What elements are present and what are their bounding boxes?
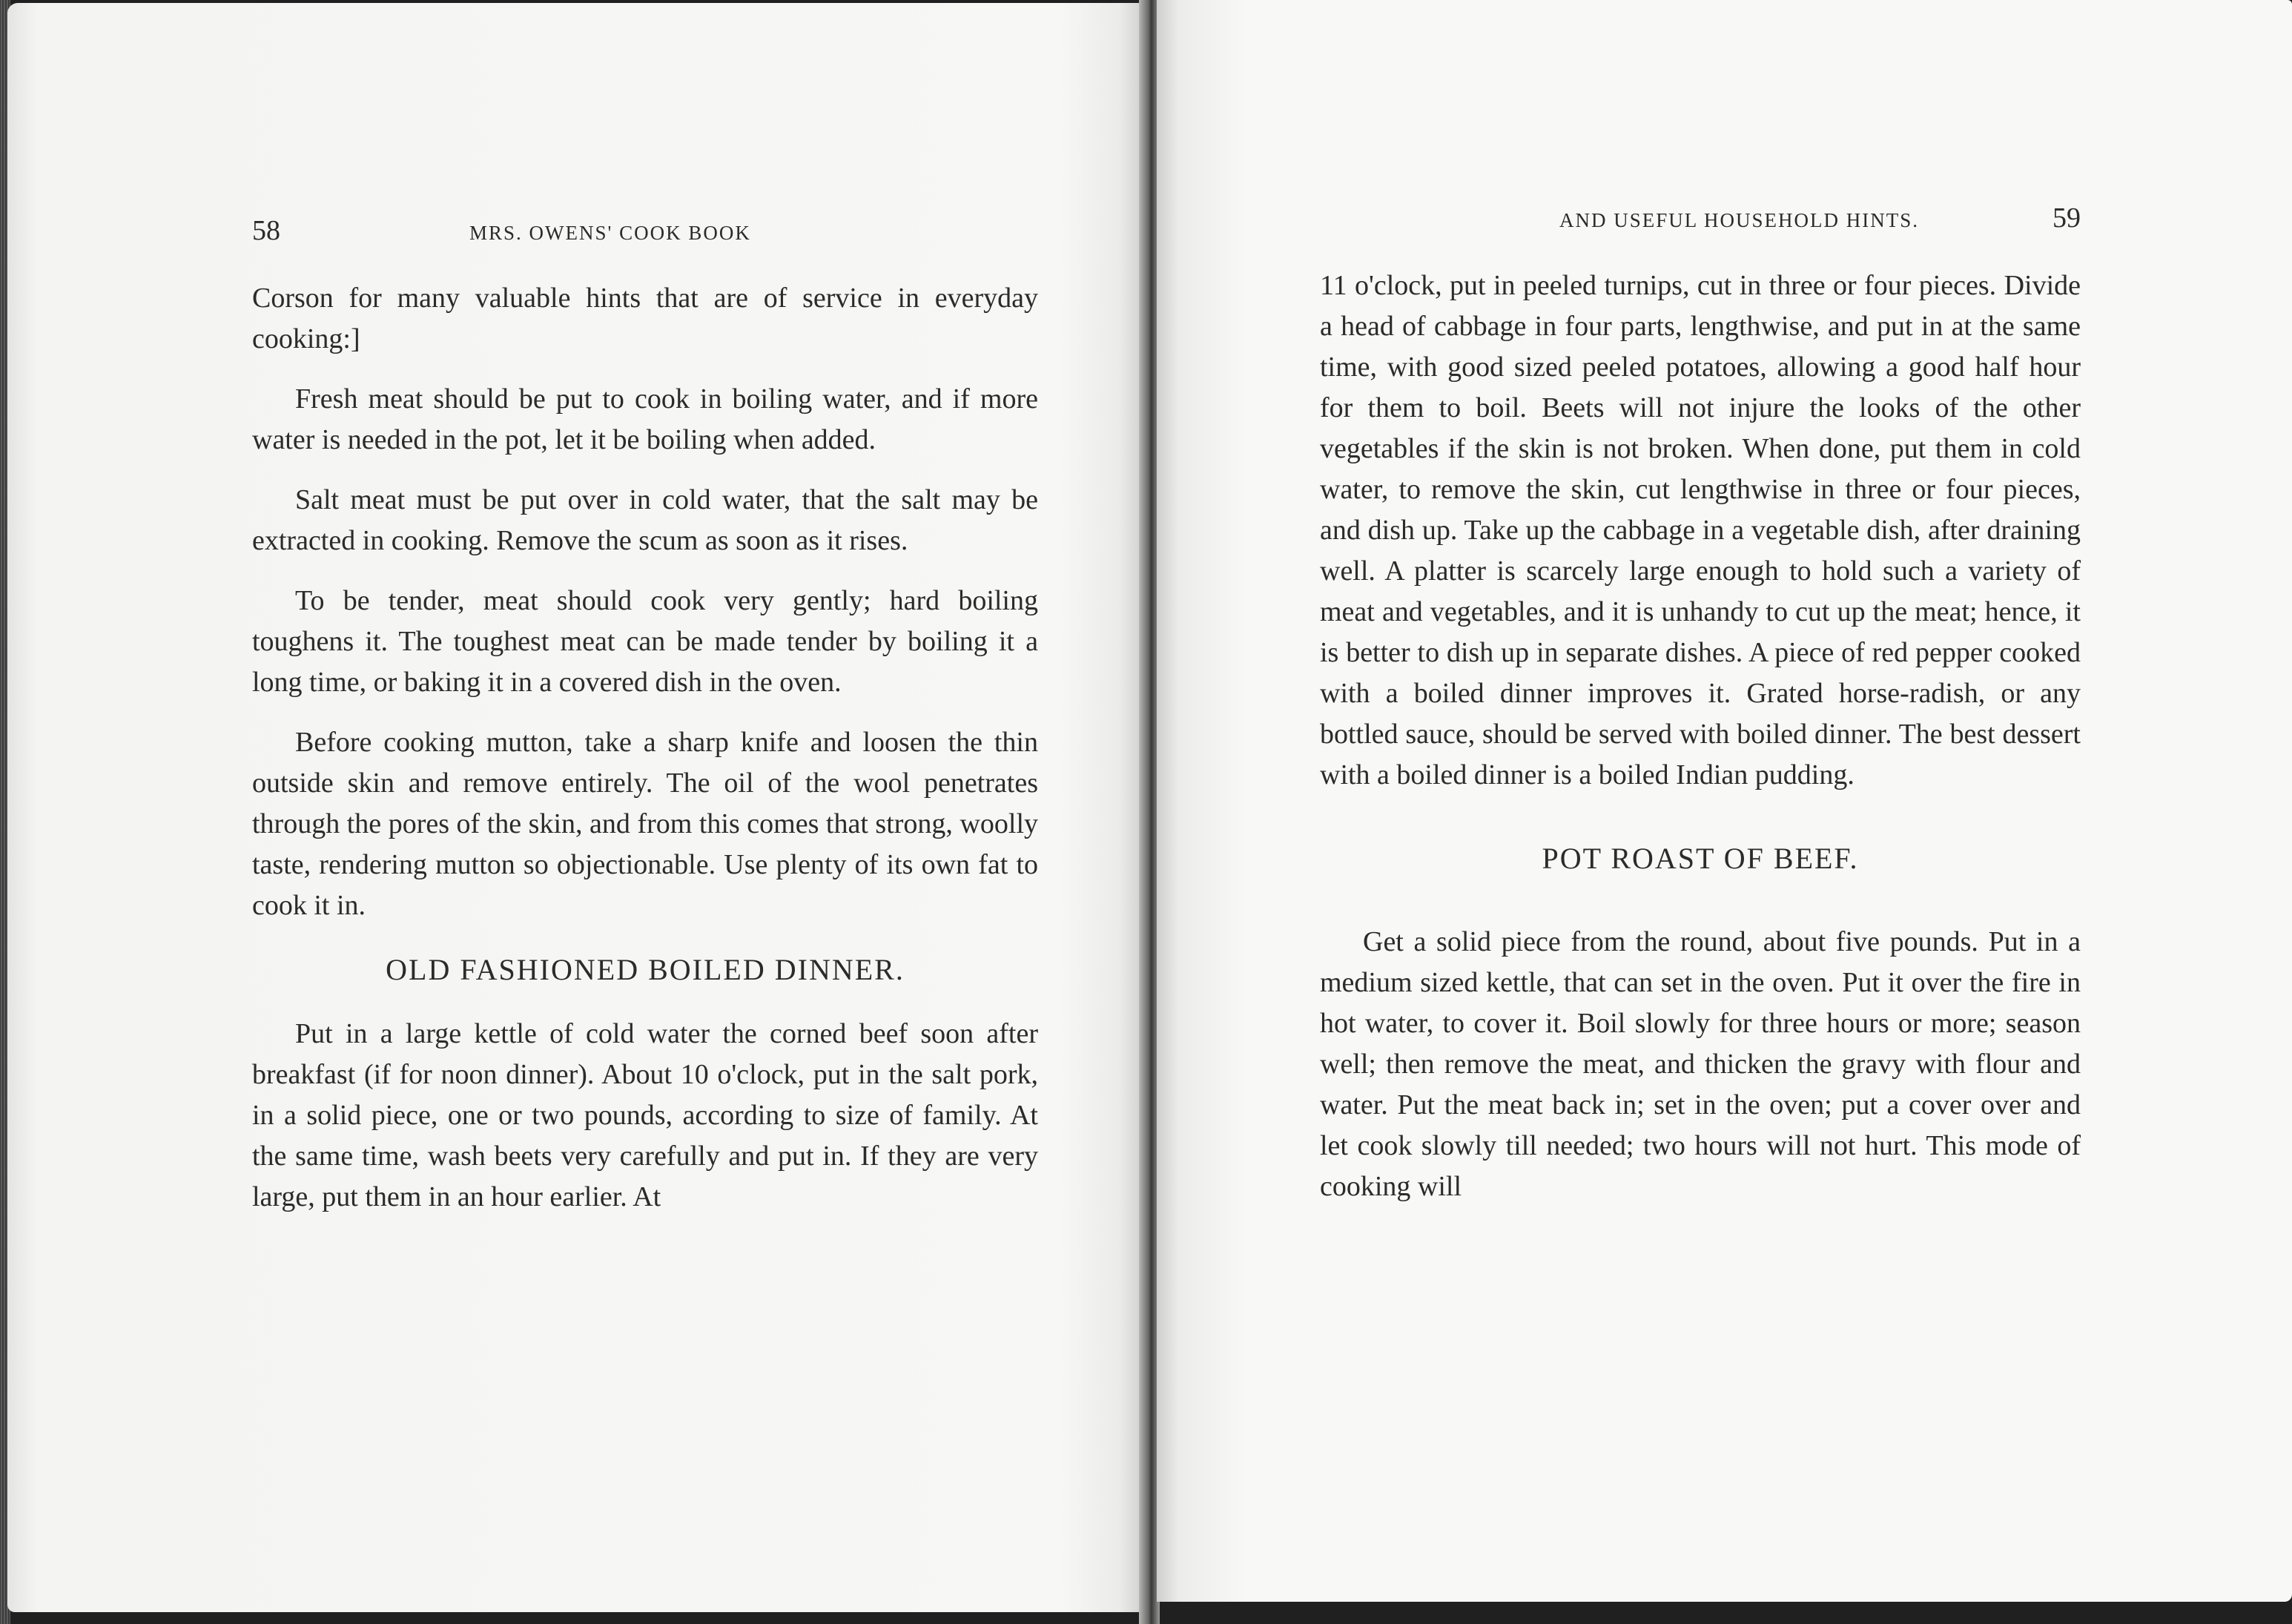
paragraph: 11 o'clock, put in peeled turnips, cut in three or four pieces. Divide a head of cabbage in four parts, lengthwise, and put in at the same time, with good sized peeled potatoes, allowing a good half hour for them to boil. Beets will not injure the looks of the other vegetables if the skin is not broken. When done, put them in cold water, to remove the skin, cut lengthwise in three or four pieces, and dish up. Take up the cabbage in a vegetable dish, after draining well. A platter is scarcely large enough to hold such a variety of meat and vegetables, and it is unhandy to cut up the meat; hence, it is better to dish up in separate dishes. A piece of red pepper cooked with a boiled dinner improves it. Grated horse-radish, or any bottled sauce, should be served with boiled dinner. The best dessert with a boiled dinner is a boiled Indian pudding. [1320, 270, 2081, 790]
paragraph: Fresh meat should be put to cook in boiling water, and if more water is needed in the pot, let it be boiling when added. [252, 383, 1038, 455]
section-title-pot-roast: POT ROAST OF BEEF. [1542, 842, 1859, 875]
paragraph: Before cooking mutton, take a sharp knife and loosen the thin outside skin and remove entirely. The oil of the wool penetrates through the pores of the skin, and from this comes that strong, woolly taste, rendering mutton so objectionable. Use plenty of its own fat to cook it in. [252, 727, 1038, 921]
right-page-number: 59 [2052, 202, 2081, 234]
right-running-head [1320, 202, 2081, 234]
paragraph: Corson for many valuable hints that are of service in everyday cooking:] [252, 283, 1038, 354]
left-text-after [252, 1014, 1038, 1218]
left-page [7, 3, 1142, 1612]
left-page-number: 58 [252, 215, 280, 246]
left-running-title: MRS. OWENS' COOK BOOK [469, 222, 751, 244]
section-title-boiled-dinner: OLD FASHIONED BOILED DINNER. [386, 953, 905, 986]
right-running-title: AND USEFUL HOUSEHOLD HINTS. [1559, 209, 1919, 231]
paragraph: To be tender, meat should cook very gently; hard boiling toughens it. The toughest meat can be made tender by boiling it a long time, or baking it in a covered dish in the oven. [252, 585, 1038, 698]
left-text-before [252, 278, 1038, 926]
left-running-head [252, 214, 1038, 247]
right-text-after [1320, 922, 2081, 1207]
right-page [1157, 0, 2292, 1602]
right-text-before [1320, 265, 2081, 796]
paragraph: Get a solid piece from the round, about five pounds. Put in a medium sized kettle, that can set in the oven. Put it over the fire in hot water, to cover it. Boil slowly for three hours or more; season well; then remove the meat, and thicken the gravy with flour and water. Put the meat back in; set in the oven; put a cover over and let cook slowly till needed; two hours will not hurt. This mode of cooking will [1320, 926, 2081, 1202]
paragraph: Put in a large kettle of cold water the corned beef soon after breakfast (if for noon dinner). About 10 o'clock, put in the salt pork, in a solid piece, one or two pounds, according to size of family. At the same time, wash beets very carefully and put in. If they are very large, put them in an hour earlier. At [252, 1018, 1038, 1212]
paragraph: Salt meat must be put over in cold water, that the salt may be extracted in cooking. Remove the scum as soon as it rises. [252, 484, 1038, 556]
